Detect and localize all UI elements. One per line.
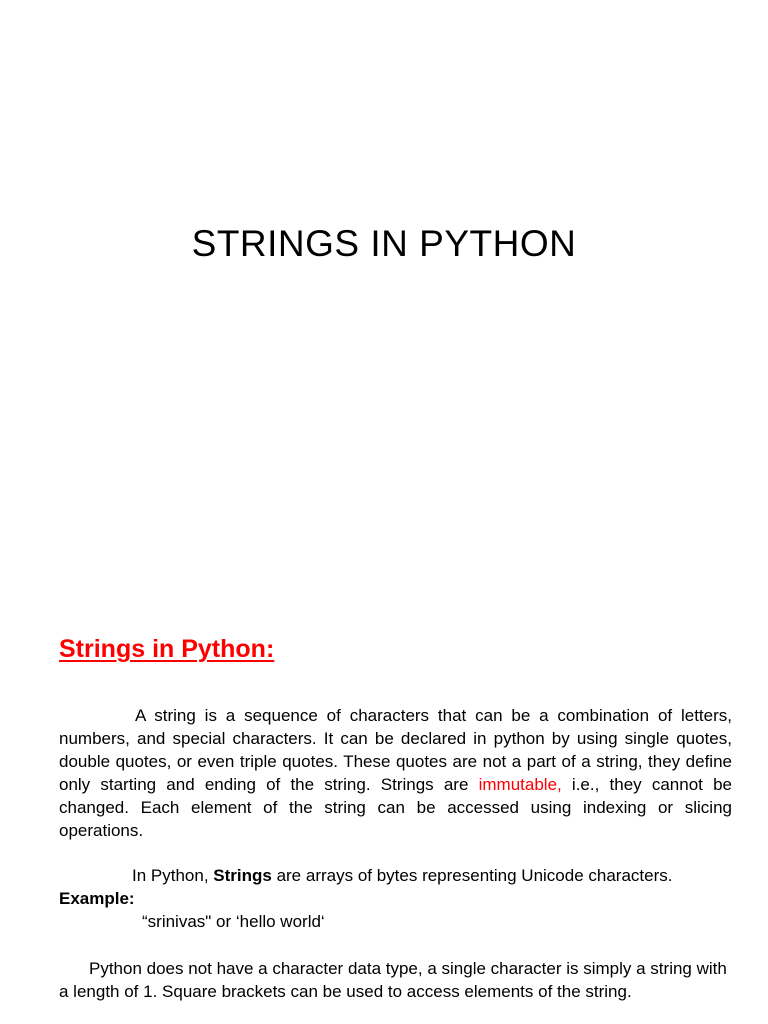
immutable-highlight: immutable, (478, 775, 562, 794)
section-heading: Strings in Python: (59, 635, 275, 663)
example-label: Example: (59, 889, 135, 908)
unicode-text-end: are arrays of bytes representing Unicode characters. (271, 866, 673, 885)
intro-text-start: A string is a sequence of characters that can be a combination of letters, numbers, and special characters. It can be declared in python by using single quotes, double quotes, or even triple quotes. These quotes are not a part of a string, they define only starting and ending of the string. Strings are (59, 706, 732, 794)
unicode-paragraph (59, 864, 732, 887)
strings-bold-term: Strings (213, 866, 272, 885)
document-title: STRINGS IN PYTHON (191, 223, 577, 264)
unicode-text-start: In Python, (132, 866, 214, 885)
character-type-paragraph: Python does not have a character data type, a single character is simply a string with a length of 1. Square brackets can be used to access elements of the string. (59, 959, 727, 1001)
example-code: “srinivas" or ‘hello world‘ (142, 912, 325, 931)
intro-paragraph (59, 704, 732, 842)
intro-text-end: i.e., they cannot be changed. Each element of the string can be accessed using indexing or slicing operations. (59, 775, 732, 840)
